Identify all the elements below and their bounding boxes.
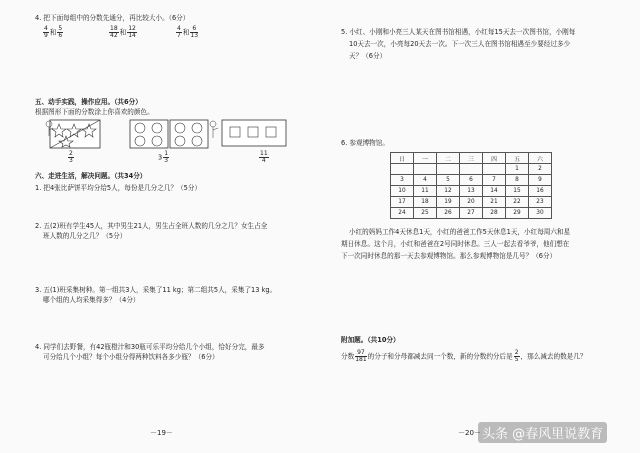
q4-text: 4. 把下面每组中的分数先通分，再比较大小。（6分） <box>35 14 190 22</box>
bonus-title: 附加题。（共10分） <box>341 336 400 344</box>
figure1-fraction: $\frac{2}{3}$ <box>69 150 73 164</box>
q5-line1: 5. 小红、小刚和小亮三人某天在图书馆相遇，小红每15天去一次图书馆，小刚每 <box>341 28 576 36</box>
section6-q2-line2: 班人数的几分之几？（5分） <box>43 232 127 240</box>
q5-line2: 10天去一次，小亮每20天去一次。下一次三人在图书馆相遇至少要经过多少 <box>349 40 571 48</box>
circle-rectangles-figure <box>128 116 210 150</box>
q4-group-2: $\frac{18}{42}$ 和 $\frac{12}{14}$ <box>110 25 136 39</box>
fraction: $\frac{4}{9}$ <box>44 25 48 39</box>
section6-q4-line1: 4. 同学们去野餐，有42瓶橙汁和30瓶可乐平均分给几个小组，恰好分完，最多 <box>35 343 265 351</box>
table-row: 3 4 5 6 7 8 9 <box>391 175 552 186</box>
watermark: 头条 @春风里说教育 <box>478 422 607 443</box>
bonus-text: 分数 $\frac{97}{181}$ 的分子和分母都减去同一个数，新的分数约分后是 $\frac{2}{5}$ ，那么减去的数是几？ <box>341 349 587 363</box>
right-page-number: －20－ <box>458 429 481 437</box>
figure2-fraction: 3 $\frac{1}{3}$ <box>158 150 169 164</box>
q6-text-line1: 小红的妈妈工作4天休息1天，小红的爸爸工作5天休息1天，小红每周六和星 <box>349 228 571 236</box>
q5-line3: 天？（6分） <box>349 52 387 60</box>
table-row: 24 25 26 27 28 29 30 <box>391 208 552 219</box>
fraction: $\frac{4}{7}$ <box>177 25 181 39</box>
fraction: $\frac{18}{42}$ <box>110 25 118 39</box>
section6-q4-line2: 可分给几个小组？每个小组分得两种饮料各多少瓶？（6分） <box>43 353 219 361</box>
star-rectangle-figure <box>44 116 102 150</box>
table-row: 1 2 <box>391 164 552 175</box>
square-rectangles-figure <box>208 114 288 150</box>
figure3-fraction: $\frac{11}{4}$ <box>260 150 268 164</box>
section6-q1: 1. 把4张比萨饼平均分给5人，每份是几分之几？（5分） <box>35 184 202 192</box>
section5-title: 五、动手实践，操作应用。（共6分） <box>35 98 142 106</box>
fraction: $\frac{5}{6}$ <box>58 25 63 39</box>
q6-title: 6. 参观博物馆。 <box>341 139 389 147</box>
table-row: 17 18 19 20 21 22 23 <box>391 197 552 208</box>
calendar-header-row: 日 一 二 三 四 五 六 <box>391 153 552 164</box>
section6-q3-line1: 3. 五(1)班采集树种。第一组共3人，采集了11 kg；第二组共5人，采集了13 kg。 <box>35 286 277 294</box>
cartoon-child-icon <box>210 121 218 138</box>
table-row: 10 11 12 13 14 15 16 <box>391 186 552 197</box>
q4-group-3: $\frac{4}{7}$ 和 $\frac{6}{13}$ <box>177 25 199 39</box>
section6-q2-line1: 2. 五(2)班有学生45人，其中男生21人，男生占全班人数的几分之几？女生占全 <box>35 222 268 230</box>
fraction: $\frac{12}{14}$ <box>128 25 136 39</box>
calendar-table <box>390 152 552 219</box>
left-page-number: －19－ <box>150 429 173 437</box>
section5-instruction: 根据图形下面的分数涂上你喜欢的颜色。 <box>35 108 154 116</box>
q4-group-1: $\frac{4}{9}$ 和 $\frac{5}{6}$ <box>44 25 63 39</box>
q6-text-line2: 期日休息。这个月，小红和爸爸在2号同时休息。三人一起去看爷爷，他们想在 <box>341 240 570 248</box>
section6-title: 六、走进生活，解决问题。（共34分） <box>35 172 147 180</box>
fraction: $\frac{6}{13}$ <box>190 25 199 39</box>
section6-q3-line2: 哪个组的人均采集得多？（4分） <box>43 296 140 304</box>
q6-text-line3: 下一次同时休息的那一天去参观博物馆。那么参观博物馆是几号？（6分） <box>341 252 557 260</box>
